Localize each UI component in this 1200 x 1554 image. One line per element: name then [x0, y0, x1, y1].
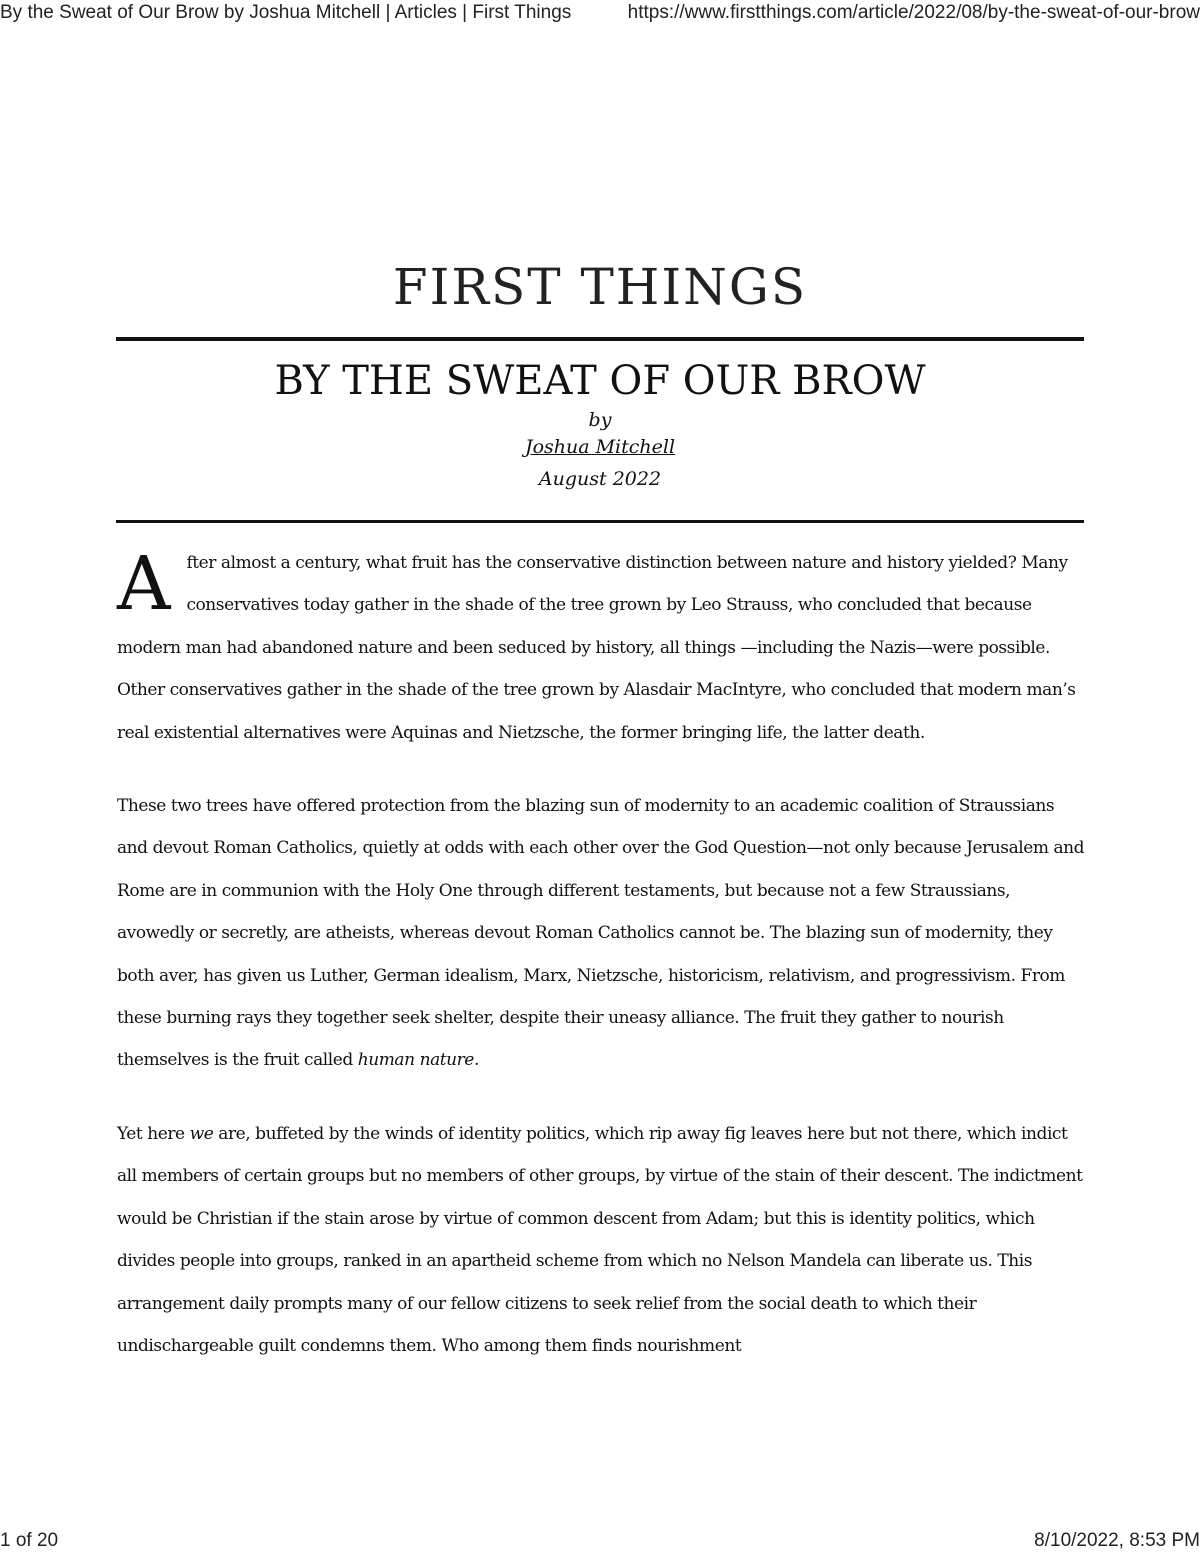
print-footer — [0, 1530, 1200, 1554]
masthead-divider — [116, 337, 1084, 341]
paragraph-2-text: These two trees have offered protection from the blazing sun of modernity to an academic coalition of Straussians and devout Roman Catholics, quietly at odds with each other over the God Question—not only because Jerusalem and Rome are in communion with the Holy One through different testaments, but because not a few Straussians, avowedly or secretly, are atheists, whereas devout Roman Catholics cannot be. The blazing sun of modernity, they both aver, has given us Luther, German idealism, Marx, Nietzsche, historicism, relativism, and progressivism. From these burning rays they together seek shelter, despite their uneasy alliance. The fruit they gather to nourish themselves is the fruit called — [117, 796, 1085, 1071]
print-page-title: By the Sweat of Our Brow by Joshua Mitchell | Articles | First Things — [0, 2, 572, 23]
header-divider — [116, 520, 1084, 523]
paragraph-2-end: . — [473, 1050, 479, 1071]
paragraph-1-text: fter almost a century, what fruit has the conservative distinction between nature and history yielded? Many conservatives today gather in the shade of the tree grown by Leo Strauss, who concluded that because modern man had abandoned nature and been seduced by history, all things —including the Nazis—were possible. Other conservatives gather in the shade of the tree grown by Alasdair MacIntyre, who concluded that modern man’s real existential alternatives were Aquinas and Nietzsche, the former bringing life, the latter death. — [117, 553, 1076, 743]
article-paragraph-3 — [117, 1113, 1085, 1367]
first-things-logo[interactable]: FIRST THINGS — [392, 258, 808, 316]
author-byline — [0, 436, 1200, 458]
page-count: 1 of 20 — [0, 1530, 59, 1551]
print-timestamp: 8/10/2022, 8:53 PM — [1034, 1530, 1200, 1551]
byline-by: by — [588, 409, 612, 431]
drop-cap: A — [117, 541, 171, 627]
print-url: https://www.firstthings.com/article/2022/08/by-the-sweat-of-our-brow — [627, 2, 1200, 23]
article-date: August 2022 — [538, 468, 662, 490]
print-header — [0, 2, 1200, 26]
article-paragraph-1 — [117, 542, 1085, 754]
author-link[interactable]: Joshua Mitchell — [524, 436, 676, 458]
emphasis-we: we — [189, 1123, 214, 1144]
article-body — [117, 542, 1085, 1398]
paragraph-3-text: are, buffeted by the winds of identity politics, which rip away fig leaves here but not there, which indict all members of certain groups but no members of other groups, by virtue of the stain of their descent. The indictment would be Christian if the stain arose by virtue of common descent from Adam; but this is identity politics, which divides people into groups, ranked in an apartheid scheme from which no Nelson Mandela can liberate us. This arrangement daily prompts many of our fellow citizens to seek relief from the social death to which their undischargeable guilt condemns them. Who among them finds nourishment — [117, 1123, 1083, 1356]
article-title: BY THE SWEAT OF OUR BROW — [274, 358, 926, 404]
article-paragraph-2 — [117, 785, 1085, 1082]
emphasis-human-nature: human nature — [357, 1050, 474, 1071]
paragraph-3-start: Yet here — [117, 1123, 190, 1144]
